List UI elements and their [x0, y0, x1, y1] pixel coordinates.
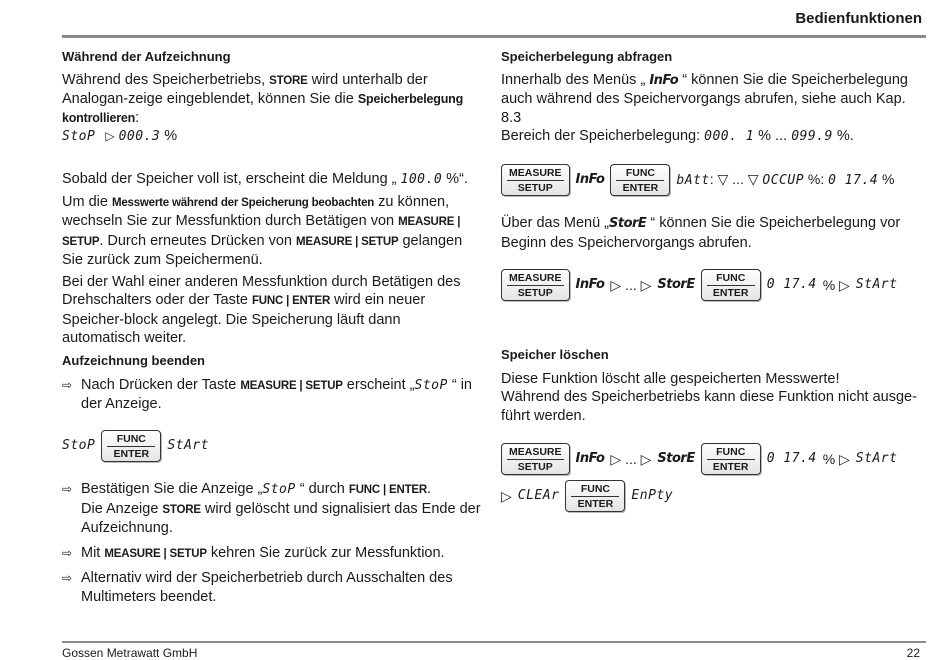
sequence-clear-2: ▷ CLEAr FUNC ENTER EnPty: [501, 480, 921, 512]
measure-setup-button[interactable]: MEASURE SETUP: [501, 269, 570, 301]
heading-clear-memory: Speicher löschen: [501, 347, 609, 362]
arrow-right-icon: ⇨: [62, 571, 73, 585]
heading-recording: Während der Aufzeichnung: [62, 49, 231, 64]
func-enter-button[interactable]: FUNC ENTER: [701, 269, 761, 301]
measure-setup-button[interactable]: MEASURE SETUP: [501, 443, 570, 475]
heading-query-memory: Speicherbelegung abfragen: [501, 49, 673, 64]
func-enter-button[interactable]: FUNC ENTER: [701, 443, 761, 475]
sequence-clear-1: MEASURE SETUP InFo ▷ ... ▷ StorE FUNC ENTER 0 17.4 % ▷ StArt: [501, 443, 921, 475]
arrow-right-icon: ⇨: [62, 545, 73, 560]
list-item: ⇨ Mit MEASURE | SETUP kehren Sie zurück zur Messfunktion.: [62, 544, 445, 561]
paragraph-observe-values: Um die Messwerte während der Speicherung beobachten zu können, wechseln Sie zur Messfunktion durch Betätigen von MEASURE | SETUP. Durch erneutes Drücken von MEASURE | SETUP gelangen Sie zurück zum Speichermenü.: [62, 193, 463, 268]
paragraph-store-display: Während des Speicherbetriebs, STORE wird unterhalb der Analogan-zeige eingeblendet, können Sie die Speicherbelegung kontrollieren:: [62, 71, 464, 126]
footer-rule: [62, 641, 926, 643]
left-column: [62, 48, 482, 127]
list-item: ⇨ Nach Drücken der Taste MEASURE | SETUP erscheint „StoP “ in der Anzeige.: [62, 376, 472, 412]
list-item: ⇨ Bestätigen Sie die Anzeige „StoP “ durch FUNC | ENTER. Die Anzeige STORE wird gelöscht und signalisiert das Ende der Aufzeichnung.: [62, 481, 481, 536]
header-rule: [62, 35, 926, 38]
measure-setup-button[interactable]: MEASURE SETUP: [501, 164, 570, 196]
section-end-recording: [62, 352, 482, 420]
paragraph-clear-all: Diese Funktion löscht alle gespeicherten Messwerte!: [501, 370, 840, 387]
func-enter-button[interactable]: FUNC ENTER: [565, 480, 625, 512]
sequence-info-batt: MEASURE SETUP InFo FUNC ENTER bAtt: ▽ ... ▽ OCCUP %: 0 17.4 %: [501, 164, 921, 196]
paragraph-memory-full: Sobald der Speicher voll ist, erscheint die Meldung „ 100.0 %“.: [62, 171, 468, 187]
func-enter-button[interactable]: FUNC ENTER: [610, 164, 670, 196]
footer-company: Gossen Metrawatt GmbH: [62, 646, 198, 660]
left-paragraphs: [62, 170, 482, 348]
arrow-right-icon: ⇨: [62, 482, 73, 496]
heading-end-recording: Aufzeichnung beenden: [62, 353, 205, 368]
end-recording-bullets: [62, 480, 482, 612]
paragraph-new-block: Bei der Wahl einer anderen Messfunktion durch Betätigen des Drehschalters oder der Taste FUNC | ENTER wird ein neuer Speicher-block angelegt. Die Speicherung läuft dann automatisch weiter.: [62, 273, 461, 346]
paragraph-memory-range: Bereich der Speicherbelegung: 000. 1 % ... 099.9 %.: [501, 128, 854, 144]
display-stop-value: StoP ▷ 000.3 %: [62, 128, 178, 144]
page-number: 22: [906, 646, 920, 660]
sequence-store: MEASURE SETUP InFo ▷ ... ▷ StorE FUNC ENTER 0 17.4 % ▷ StArt: [501, 269, 921, 301]
paragraph-info-menu: Innerhalb des Menüs „ InFo “ können Sie die Speicherbelegung auch während des Speichervorgangs abrufen, siehe auch Kap. 8.3: [501, 71, 908, 126]
list-item: ⇨ Alternativ wird der Speicherbetrieb durch Ausschalten des Multimeters beendet.: [62, 570, 453, 605]
paragraph-store-menu: Über das Menü „StorE “ können Sie die Speicherbelegung vor Beginn des Speichervorgangs abrufen.: [501, 215, 901, 251]
section-clear-memory: [501, 346, 921, 425]
page-section-title: Bedienfunktionen: [795, 10, 922, 27]
sequence-stop-start: StoP FUNC ENTER StArt: [62, 430, 482, 462]
func-enter-button[interactable]: FUNC ENTER: [101, 430, 161, 462]
paragraph-not-during-store: Während des Speicherbetriebs kann diese Funktion nicht ausge-führt werden.: [501, 389, 917, 424]
arrow-right-icon: ⇨: [62, 377, 73, 392]
section-query-memory: [501, 48, 921, 147]
